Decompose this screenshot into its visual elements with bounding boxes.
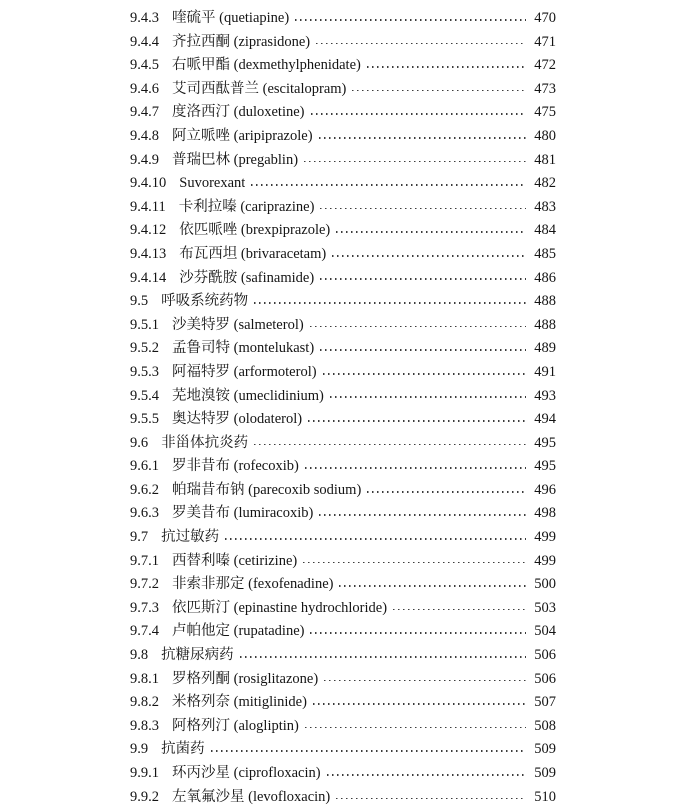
entry-page: 506: [534, 670, 556, 687]
entry-page: 491: [534, 363, 556, 380]
entry-number: 9.4.3: [130, 10, 159, 26]
entry-title: 艾司西酞普兰 (escitalopram): [172, 80, 347, 97]
entry-title: 度洛西汀 (duloxetine): [172, 104, 305, 121]
entry-title: 非索非那定 (fexofenadine): [172, 576, 334, 593]
entry-title: 右哌甲酯 (dexmethylphenidate): [172, 57, 361, 74]
toc-entry: [130, 691, 556, 715]
entry-title: 卢帕他定 (rupatadine): [172, 623, 305, 640]
dot-leader: [320, 208, 526, 210]
entry-number: 9.9.1: [130, 765, 159, 781]
dot-leader: [336, 798, 526, 800]
entry-page: 489: [534, 340, 556, 357]
dot-leader: [305, 467, 526, 469]
toc-entry: [130, 101, 556, 125]
dot-leader: [332, 255, 526, 257]
entry-title: 沙美特罗 (salmeterol): [172, 316, 304, 333]
entry-page: 503: [534, 599, 556, 616]
entry-page: 482: [534, 175, 556, 192]
toc-entry: [130, 620, 556, 644]
entry-page: 483: [534, 198, 556, 215]
toc-entry: [130, 385, 556, 409]
entry-page: 472: [534, 57, 556, 74]
entry-number: 9.5.3: [130, 363, 159, 380]
entry-title: 依匹斯汀 (epinastine hydrochloride): [172, 599, 388, 616]
entry-page: 496: [534, 481, 556, 498]
dot-leader: [320, 278, 526, 280]
entry-page: 494: [534, 411, 556, 428]
dot-leader: [295, 19, 526, 21]
toc-entry: [130, 762, 556, 786]
entry-title: 呼吸系统药物: [161, 293, 249, 310]
toc-entry: [130, 597, 556, 621]
dot-leader: [319, 514, 526, 516]
dot-leader: [323, 373, 526, 375]
toc-entry: [130, 786, 556, 810]
entry-page: 500: [534, 576, 556, 593]
entry-number: 9.5.2: [130, 340, 159, 357]
dot-leader: [316, 43, 526, 45]
entry-number: 9.8.3: [130, 717, 159, 734]
dot-leader: [254, 444, 526, 446]
toc-entry: [130, 149, 556, 173]
toc-entry: [130, 314, 556, 338]
toc-entry: [130, 668, 556, 692]
toc-entry: [130, 738, 556, 762]
toc-entry: [130, 54, 556, 78]
toc-entry: [130, 125, 556, 149]
dot-leader: [304, 161, 526, 163]
entry-title: 齐拉西酮 (ziprasidone): [172, 33, 311, 50]
entry-page: 498: [534, 505, 556, 522]
entry-title: 西替利嗪 (cetirizine): [172, 552, 298, 569]
entry-title: 非甾体抗炎药: [161, 434, 249, 451]
dot-leader: [211, 750, 526, 752]
entry-page: 485: [534, 245, 556, 262]
entry-number: 9.4.9: [130, 151, 159, 168]
dot-leader: [305, 727, 526, 729]
entry-title: 抗菌药: [161, 741, 205, 758]
entry-number: 9.4.10: [130, 175, 167, 192]
dot-leader: [308, 420, 526, 422]
entry-page: 480: [534, 127, 556, 144]
entry-title: 卡利拉嗪 (cariprazine): [178, 198, 315, 215]
toc-entry: [130, 644, 556, 668]
entry-number: 9.4.8: [130, 127, 159, 144]
entry-number: 9.8: [130, 647, 149, 664]
entry-number: 9.9.2: [130, 788, 159, 805]
entry-title: 帕瑞昔布钠 (parecoxib sodium): [172, 481, 362, 498]
entry-number: 9.4.13: [130, 245, 167, 262]
entry-page: 495: [534, 434, 556, 451]
entry-number: 9.7.4: [130, 623, 159, 640]
entry-page: 506: [534, 647, 556, 664]
entry-number: 9.7: [130, 529, 149, 546]
entry-page: 475: [534, 104, 556, 121]
dot-leader: [254, 302, 526, 304]
entry-title: 阿立哌唑 (aripiprazole): [172, 127, 313, 144]
entry-page: 484: [534, 222, 556, 239]
entry-page: 504: [534, 623, 556, 640]
entry-number: 9.4.11: [130, 198, 166, 215]
toc-entry: [130, 196, 556, 220]
entry-page: 486: [534, 269, 556, 286]
entry-number: 9.8.2: [130, 694, 159, 711]
entry-title: 阿福特罗 (arformoterol): [172, 363, 317, 380]
dot-leader: [367, 491, 526, 493]
entry-number: 9.7.3: [130, 599, 159, 616]
entry-title: Suvorexant: [179, 175, 246, 192]
entry-page: 509: [534, 765, 556, 781]
entry-page: 473: [534, 80, 556, 97]
entry-number: 9.9: [130, 741, 149, 758]
dot-leader: [336, 231, 526, 233]
dot-leader: [367, 66, 526, 68]
toc-entry: [130, 432, 556, 456]
entry-title: 芜地溴铵 (umeclidinium): [172, 387, 324, 404]
entry-title: 沙芬酰胺 (safinamide): [179, 269, 315, 286]
entry-title: 左氧氟沙星 (levofloxacin): [172, 788, 331, 805]
toc-entry: [130, 337, 556, 361]
entry-title: 抗过敏药: [161, 529, 220, 546]
entry-number: 9.7.1: [130, 552, 159, 569]
toc-entry: [130, 243, 556, 267]
entry-title: 阿格列汀 (alogliptin): [172, 717, 299, 734]
entry-title: 罗美昔布 (lumiracoxib): [172, 505, 314, 522]
entry-number: 9.6: [130, 434, 149, 451]
entry-number: 9.7.2: [130, 576, 159, 593]
toc-entry: [130, 219, 556, 243]
entry-number: 9.4.5: [130, 57, 159, 74]
toc-entry: [130, 172, 556, 196]
dot-leader: [251, 184, 526, 186]
entry-title: 喹硫平 (quetiapine): [172, 10, 290, 26]
toc-entry: [130, 550, 556, 574]
dot-leader: [313, 703, 526, 705]
entry-title: 普瑞巴林 (pregablin): [172, 151, 299, 168]
entry-page: 495: [534, 458, 556, 475]
toc-entry: [130, 455, 556, 479]
toc-entry: [130, 573, 556, 597]
toc-entry: [130, 479, 556, 503]
entry-number: 9.4.6: [130, 80, 159, 97]
entry-title: 依匹哌唑 (brexpiprazole): [179, 222, 331, 239]
entry-number: 9.5.4: [130, 387, 159, 404]
toc-entry: [130, 715, 556, 739]
entry-page: 488: [534, 316, 556, 333]
entry-page: 481: [534, 151, 556, 168]
entry-page: 509: [534, 741, 556, 758]
dot-leader: [327, 774, 526, 776]
toc-entry: [130, 31, 556, 55]
entry-number: 9.5.1: [130, 316, 159, 333]
entry-page: 470: [534, 10, 556, 26]
entry-page: 488: [534, 293, 556, 310]
entry-title: 布瓦西坦 (brivaracetam): [179, 245, 327, 262]
dot-leader: [311, 113, 527, 115]
dot-leader: [240, 656, 526, 658]
toc-entry: [130, 502, 556, 526]
entry-number: 9.4.14: [130, 269, 167, 286]
entry-page: 508: [534, 717, 556, 734]
entry-number: 9.5: [130, 293, 149, 310]
entry-number: 9.6.2: [130, 481, 159, 498]
entry-number: 9.6.1: [130, 458, 159, 475]
entry-title: 米格列奈 (mitiglinide): [172, 694, 307, 711]
entry-title: 孟鲁司特 (montelukast): [172, 340, 315, 357]
entry-number: 9.4.4: [130, 33, 159, 50]
entry-number: 9.8.1: [130, 670, 159, 687]
entry-page: 493: [534, 387, 556, 404]
toc-entry: [130, 267, 556, 291]
entry-title: 抗糖尿病药: [161, 647, 234, 664]
entry-title: 罗非昔布 (rofecoxib): [172, 458, 299, 475]
entry-page: 510: [534, 788, 556, 805]
toc-entry: [130, 78, 556, 102]
entry-page: 499: [534, 529, 556, 546]
dot-leader: [330, 396, 526, 398]
toc-entry: [130, 361, 556, 385]
entry-number: 9.4.7: [130, 104, 159, 121]
dot-leader: [303, 562, 526, 564]
toc-list: [130, 7, 556, 809]
dot-leader: [352, 90, 526, 92]
entry-page: 471: [534, 33, 556, 50]
dot-leader: [310, 326, 526, 328]
dot-leader: [393, 609, 526, 611]
toc-entry: [130, 7, 556, 31]
entry-title: 罗格列酮 (rosiglitazone): [172, 670, 319, 687]
entry-number: 9.6.3: [130, 505, 159, 522]
dot-leader: [324, 680, 526, 682]
toc-entry: [130, 408, 556, 432]
dot-leader: [319, 137, 526, 139]
entry-title: 奥达特罗 (olodaterol): [172, 411, 303, 428]
toc-entry: [130, 526, 556, 550]
entry-title: 环丙沙星 (ciprofloxacin): [172, 765, 321, 781]
entry-page: 507: [534, 694, 556, 711]
dot-leader: [339, 585, 526, 587]
toc-entry: [130, 290, 556, 314]
dot-leader: [225, 538, 526, 540]
dot-leader: [320, 349, 526, 351]
dot-leader: [310, 632, 526, 634]
entry-number: 9.4.12: [130, 222, 167, 239]
entry-number: 9.5.5: [130, 411, 159, 428]
entry-page: 499: [534, 552, 556, 569]
